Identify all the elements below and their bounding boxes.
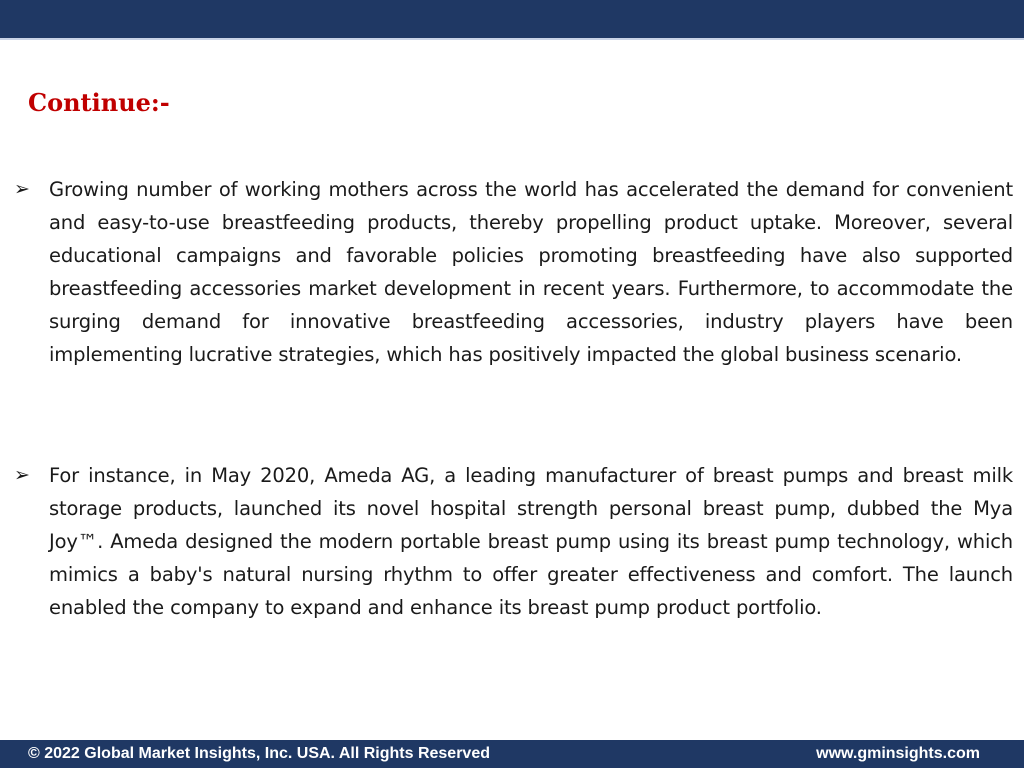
footer-copyright: © 2022 Global Market Insights, Inc. USA. All Rights Reserved	[28, 745, 490, 762]
bullet-item	[12, 459, 1013, 624]
top-banner	[0, 0, 1024, 40]
bullet-paragraph: For instance, in May 2020, Ameda AG, a leading manufacturer of breast pumps and breast milk storage products, launched its novel hospital strength personal breast pump, dubbed the Mya Joy™. Ameda designed the modern portable breast pump using its breast pump technology, which mimics a baby's natural nursing rhythm to offer greater effectiveness and comfort. The launch enabled the company to expand and enhance its breast pump product portfolio.	[49, 464, 1013, 619]
arrow-bullet-icon: ➢	[14, 464, 30, 486]
bullet-item	[12, 173, 1013, 371]
slide-title: Continue:-	[28, 88, 170, 117]
footer-bar	[0, 740, 1024, 768]
bullet-paragraph: Growing number of working mothers across the world has accelerated the demand for convenient and easy-to-use breastfeeding products, thereby propelling product uptake. Moreover, several educational campaigns and favorable policies promoting breastfeeding have also supported breastfeeding accessories market development in recent years. Furthermore, to accommodate the surging demand for innovative breastfeeding accessories, industry players have been implementing lucrative strategies, which has positively impacted the global business scenario.	[49, 178, 1013, 366]
arrow-bullet-icon: ➢	[14, 178, 30, 200]
footer-website-link[interactable]: www.gminsights.com	[816, 745, 980, 762]
